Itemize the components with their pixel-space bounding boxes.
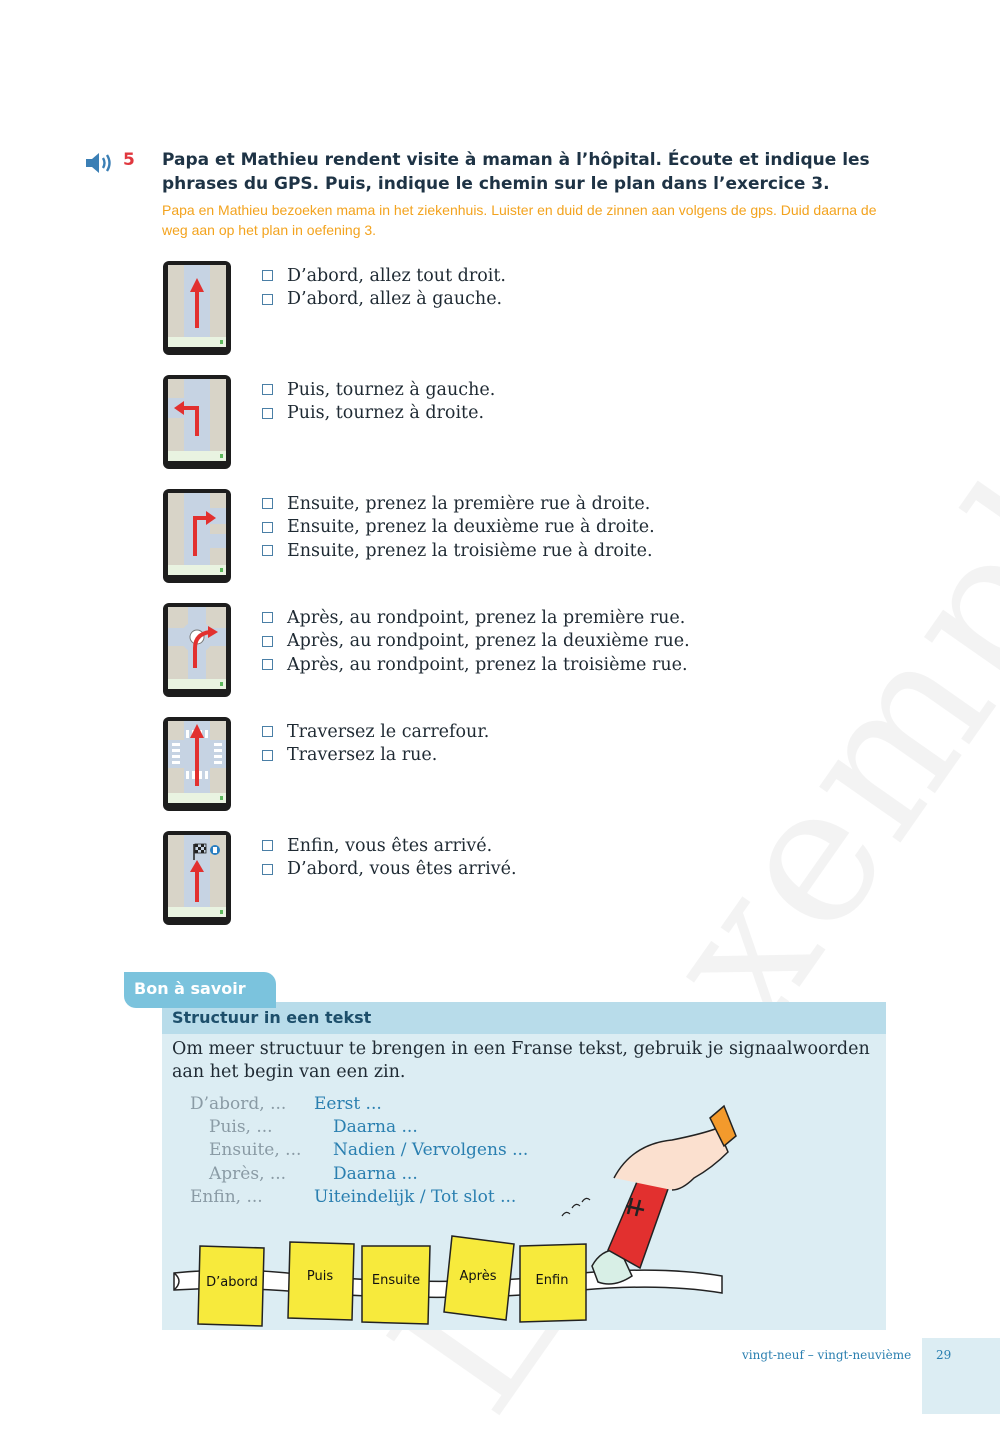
note-enfin bbox=[520, 1244, 586, 1322]
checkbox[interactable] bbox=[262, 726, 273, 737]
hand-dispenser-icon bbox=[562, 1106, 736, 1284]
svg-text:Enfin: Enfin bbox=[535, 1273, 569, 1288]
checkbox[interactable] bbox=[262, 408, 273, 419]
options bbox=[262, 378, 495, 425]
checkbox[interactable] bbox=[262, 294, 273, 305]
page-number: 29 bbox=[936, 1348, 952, 1362]
option[interactable]: D’abord, allez tout droit. bbox=[262, 264, 506, 288]
options bbox=[262, 606, 690, 677]
footer-text: vingt-neuf – vingt-neuvième bbox=[742, 1348, 912, 1362]
gps-row bbox=[162, 488, 862, 586]
option[interactable]: Ensuite, prenez la première rue à droite. bbox=[262, 492, 655, 516]
exercise-subtitle: Papa en Mathieu bezoeken mama in het ziekenhuis. Luister en duid de zinnen aan volgens de gps. Duid daarna de weg aan op het plan in oefening 3. bbox=[162, 202, 877, 238]
svg-text:D’abord: D’abord bbox=[206, 1275, 258, 1290]
option[interactable]: Après, au rondpoint, prenez la première rue. bbox=[262, 606, 690, 630]
gps-roundabout-icon bbox=[162, 602, 232, 698]
checkbox[interactable] bbox=[262, 270, 273, 281]
svg-text:Après: Après bbox=[459, 1269, 497, 1284]
gps-crossing-icon bbox=[162, 716, 232, 812]
info-box: Structuur in een tekst Om meer structuur te brengen in een Franse tekst, gebruik je signaalwoorden aan het begin van een zin. D’abord, ... Eerst ... Puis, ... Daarna ... Ensuite, ... Nadien / Vervolgens ... Après, ... Daarna ... Enfin, ... Uiteindelijk / Tot slot ... D’abord Puis Ensuite Après Enfin bbox=[162, 1002, 886, 1330]
option[interactable]: D’abord, allez à gauche. bbox=[262, 288, 506, 312]
svg-text:Ensuite: Ensuite bbox=[371, 1273, 421, 1288]
option[interactable]: Puis, tournez à droite. bbox=[262, 402, 495, 426]
gps-row bbox=[162, 374, 862, 472]
page-number-box bbox=[922, 1338, 1000, 1414]
exercise-number: 5 bbox=[123, 150, 135, 170]
checkbox[interactable] bbox=[262, 522, 273, 533]
info-heading: Structuur in een tekst bbox=[162, 1002, 886, 1034]
option[interactable]: Traversez le carrefour. bbox=[262, 720, 489, 744]
option[interactable]: Puis, tournez à gauche. bbox=[262, 378, 495, 402]
checkbox[interactable] bbox=[262, 612, 273, 623]
speaker-icon[interactable] bbox=[84, 150, 116, 176]
gps-straight-icon bbox=[162, 260, 232, 356]
gps-row bbox=[162, 602, 862, 700]
option[interactable]: Ensuite, prenez la troisième rue à droite. bbox=[262, 539, 655, 563]
option[interactable]: Après, au rondpoint, prenez la deuxième rue. bbox=[262, 630, 690, 654]
exercise-title: Papa et Mathieu rendent visite à maman à l’hôpital. Écoute et indique les phrases du GPS. Puis, indique le chemin sur le plan dans l’exercice 3. bbox=[162, 150, 870, 194]
checkbox[interactable] bbox=[262, 636, 273, 647]
options bbox=[262, 492, 655, 563]
bon-a-savoir-tab: Bon à savoir bbox=[124, 972, 276, 1008]
checkbox[interactable] bbox=[262, 750, 273, 761]
checkbox[interactable] bbox=[262, 840, 273, 851]
note-dabord bbox=[198, 1246, 264, 1326]
gps-arrival-icon bbox=[162, 830, 232, 926]
note-puis bbox=[288, 1242, 354, 1320]
checkbox[interactable] bbox=[262, 384, 273, 395]
svg-text:Puis: Puis bbox=[306, 1269, 334, 1284]
gps-second-right-icon bbox=[162, 488, 232, 584]
checkbox[interactable] bbox=[262, 659, 273, 670]
checkbox[interactable] bbox=[262, 545, 273, 556]
option[interactable]: Traversez la rue. bbox=[262, 744, 489, 768]
info-body: Om meer structuur te brengen in een Franse tekst, gebruik je signaalwoorden aan het begin van een zin. bbox=[172, 1039, 870, 1082]
options bbox=[262, 720, 489, 767]
options bbox=[262, 264, 506, 311]
note-ensuite bbox=[362, 1246, 430, 1324]
sticky-notes-illustration bbox=[162, 1098, 886, 1330]
option[interactable]: D’abord, vous êtes arrivé. bbox=[262, 858, 517, 882]
checkbox[interactable] bbox=[262, 498, 273, 509]
gps-row bbox=[162, 830, 862, 928]
option[interactable]: Après, au rondpoint, prenez la troisième rue. bbox=[262, 653, 690, 677]
option[interactable]: Enfin, vous êtes arrivé. bbox=[262, 834, 517, 858]
gps-turn-left-icon bbox=[162, 374, 232, 470]
gps-row bbox=[162, 260, 862, 358]
option[interactable]: Ensuite, prenez la deuxième rue à droite. bbox=[262, 516, 655, 540]
checkbox[interactable] bbox=[262, 864, 273, 875]
gps-row bbox=[162, 716, 862, 814]
options bbox=[262, 834, 517, 881]
note-apres bbox=[444, 1236, 514, 1320]
